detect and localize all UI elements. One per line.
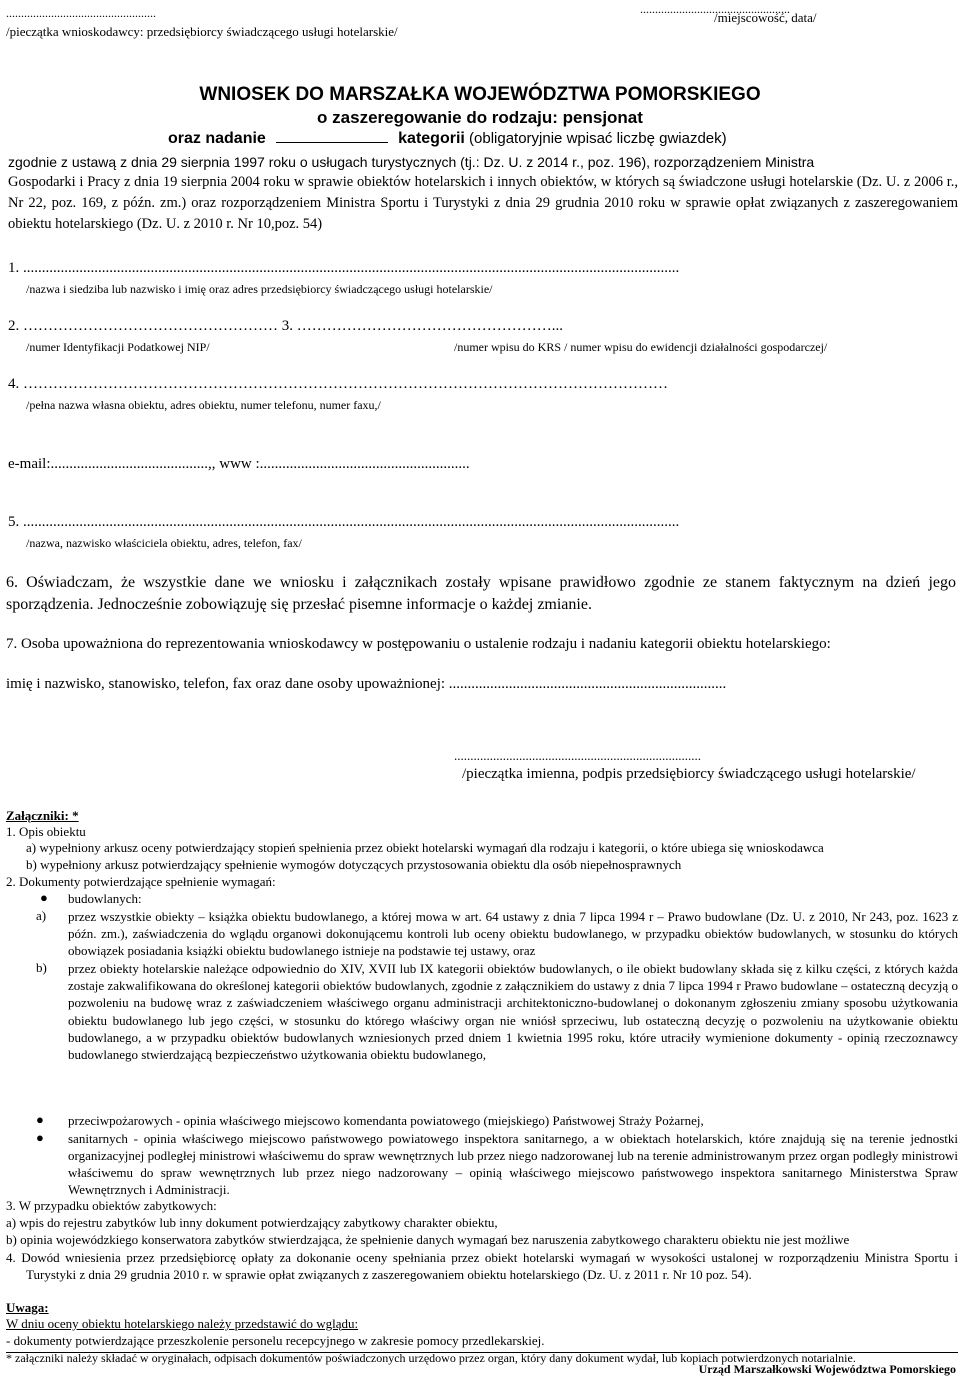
- category-label-b: kategorii: [398, 130, 465, 147]
- note-line-2: - dokumenty potwierdzające przeszkolenie personelu recepcyjnego w zakresie pomocy przedlekarskiej.: [6, 1333, 545, 1348]
- declaration-6: 6. Oświadczam, że wszystkie dane we wniosku i załącznikach zostały wpisane prawidłowo zgodnie ze stanem faktycznym na dzień jego sporządzenia. Jednocześnie zobowiązuję się przesłać pisemne informacje o każdej zmianie.: [6, 574, 956, 613]
- category-line: [168, 130, 727, 148]
- field-5-label: /nazwa, nazwisko właściciela obiektu, adres, telefon, fax/: [26, 536, 302, 550]
- field-2-3-line[interactable]: 2. …………………………………………… 3. ……………………………………………...: [8, 318, 563, 334]
- legal-basis: [8, 154, 958, 235]
- item-a-label: a): [36, 908, 47, 923]
- bullet-building: budowlanych:: [68, 891, 142, 906]
- form-subtitle: o zaszeregowanie do rodzaju: pensjonat: [317, 108, 643, 127]
- attachment-3a: a) wpis do rejestru zabytków lub inny dokument potwierdzający zabytkowy charakter obiektu,: [6, 1215, 498, 1230]
- item-b-text: przez obiekty hotelarskie należące odpowiednio do XIV, XVII lub IX kategorii obiektów budowlanych, o ile obiekt budowlany składa się z kilku części, z których każda zostaje zakwalifikowana do określonej kategorii obiektów budowlanych, zgodnie z załącznikiem do ustawy z dnia 7 lipca 1994 r Prawo budowlane – ostateczną decyzją o pozwoleniu na budowę wraz z zaświadczeniem właściwego organu administracji architektoniczno-budowlanej o dokonanym zgłoszeniu zmiany sposobu użytkowania obiektu budowlanego lub jego części, w stosunku do którego właściwy organ nie wniósł sprzeciwu, lub ostateczną decyzję o pozwoleniu na użytkowanie obiektu budowlanego, a w przypadku obiektów budowlanych wzniesionych przed dniem 1 kwietnia 1995 roku, które utraciły wymienione dokumenty - opinią rzeczoznawcy budowlanego stwierdzającą bezpieczeństwo użytkowania obiektu budowlanego,: [68, 961, 958, 1063]
- stars-blank[interactable]: [276, 142, 388, 143]
- field-1-label: /nazwa i siedziba lub nazwisko i imię oraz adres przedsiębiorcy świadczącego usługi hotelarskie/: [26, 282, 493, 296]
- attachment-2: 2. Dokumenty potwierdzające spełnienie wymagań:: [6, 874, 276, 889]
- email-www-line[interactable]: e-mail:..........................................,, www :........................................................: [8, 456, 470, 472]
- item-a-text: przez wszystkie obiekty – książka obiektu budowlanego, a której mowa w art. 64 ustawy z dnia 7 lipca 1994 r – Prawo budowlane (Dz. U. z 2010, Nr 243, poz. 1623 z późn. zm.), zaświadczenia do wglądu organowi dokonującemu kontroli lub oceny obiektu budowlanego, w przypadku obiektów budowlanych, w stosunku do których obowiązek posiadania książki obiektu budowlanego istnieje na podstawie tej ustawy, oraz: [68, 909, 958, 958]
- field-1-line[interactable]: 1. ...............................................................................................................................................................................: [8, 260, 680, 276]
- attachment-1: 1. Opis obiektu: [6, 824, 86, 839]
- attachment-3: 3. W przypadku obiektów zabytkowych:: [6, 1198, 217, 1213]
- signature-label: /pieczątka imienna, podpis przedsiębiorcy świadczącego usługi hotelarskie/: [462, 766, 916, 782]
- note-heading: Uwaga:: [6, 1300, 49, 1315]
- item-b-label: b): [36, 960, 47, 975]
- field-5-line[interactable]: 5. ...............................................................................................................................................................................: [8, 514, 680, 530]
- legal-basis-line1: zgodnie z ustawą z dnia 29 sierpnia 1997 roku o usługach turystycznych (tj.: Dz. U. z 2014 r., poz. 196), rozporządzeniem Ministra: [8, 154, 815, 170]
- place-label: /miejscowość, data/: [714, 10, 817, 25]
- bullet-fire: przeciwpożarowych - opinia właściwego miejscowo komendanta powiatowego (miejskiego) Państwowej Straży Pożarnej,: [68, 1113, 704, 1128]
- attachments-heading: Załączniki: *: [6, 808, 79, 823]
- attachment-1b: b) wypełniony arkusz potwierdzający spełnienie wymogów dotyczących przystosowania obiektu dla osób niepełnosprawnych: [26, 857, 682, 872]
- stamp-dots: ..................................................: [6, 6, 156, 20]
- signature-dots: ............................................................................: [454, 748, 701, 763]
- field-3-label: /numer wpisu do KRS / numer wpisu do ewidencji działalności gospodarczej/: [454, 340, 828, 354]
- stamp-label: /pieczątka wnioskodawcy: przedsiębiorcy świadczącego usługi hotelarskie/: [6, 24, 398, 39]
- place-dots: ..................................................: [640, 2, 790, 16]
- bullet-icon: ●: [36, 1112, 44, 1127]
- declaration-7: 7. Osoba upoważniona do reprezentowania wnioskodawcy w postępowaniu o ustalenie rodzaju i nadaniu kategorii obiektu hotelarskiego:: [6, 636, 831, 652]
- footnote: * załączniki należy składać w oryginałach, odpisach dokumentów poświadczonych urzędowo przez organ, który dany dokument wydał, lub kopiach potwierdzonych notarialnie.: [6, 1351, 856, 1365]
- note-line-1: W dniu oceny obiektu hotelarskiego należy przedstawić do wglądu:: [6, 1316, 359, 1331]
- form-title: WNIOSEK DO MARSZAŁKA WOJEWÓDZTWA POMORSKIEGO: [199, 84, 761, 105]
- category-note: (obligatoryjnie wpisać liczbę gwiazdek): [469, 130, 727, 147]
- bullet-icon: ●: [40, 890, 48, 905]
- bullet-icon: ●: [36, 1130, 44, 1145]
- authorized-person-line[interactable]: imię i nazwisko, stanowisko, telefon, fax oraz dane osoby upoważnionej: ..........................................................................: [6, 676, 727, 692]
- category-label-a: oraz nadanie: [168, 130, 266, 147]
- field-4-line[interactable]: 4. …………………………………………………………………………………………………………………: [8, 376, 668, 392]
- field-2-label: /numer Identyfikacji Podatkowej NIP/: [26, 340, 210, 354]
- office-name: Urząd Marszałkowski Województwa Pomorskiego: [698, 1362, 956, 1376]
- field-4-label: /pełna nazwa własna obiektu, adres obiektu, numer telefonu, numer faxu,/: [26, 398, 381, 412]
- attachment-3b: b) opinia wojewódzkiego konserwatora zabytków stwierdzająca, że spełnienie danych wymagań bez naruszenia zabytkowego charakteru obiektu nie jest możliwe: [6, 1232, 850, 1247]
- legal-basis-rest: Gospodarki i Pracy z dnia 19 sierpnia 2004 roku w sprawie obiektów hotelarskich i innych obiektów, w których są świadczone usługi hotelarskie (Dz. U. z 2006 r., Nr 22, poz. 169, z późn. zm.) oraz rozporządzeniem Ministra Sportu i Turystyki z dnia 29 grudnia 2010 roku w sprawie opłat związanych z zaszeregowaniem obiektu hotelarskiego (Dz. U. z 2010 r. Nr 10,poz. 54): [8, 174, 958, 232]
- attachment-1a: a) wypełniony arkusz oceny potwierdzający stopień spełnienia przez obiekt hotelarski wymagań dla rodzaju i kategorii, o które ubiega się wnioskodawca: [26, 840, 824, 855]
- attachment-4: 4. Dowód wniesienia przez przedsiębiorcę opłaty za dokonanie oceny spełniania przez obiekt hotelarski wymagań w wysokości ustalonej w rozporządzeniu Ministra Sportu i Turystyki z dnia 29 grudnia 2010 r. w sprawie opłat związanych z zaszeregowaniem obiektu hotelarskiego (Dz. U. z 2011 r. Nr 10 poz. 54).: [6, 1250, 958, 1282]
- bullet-sanitary: sanitarnych - opinia właściwego miejscowo państwowego powiatowego inspektora sanitarnego, a w obiektach hotelarskich, które znajdują się na terenie jednostki organizacyjnej podległej ministrowi właściwemu do spraw wewnętrznych lub przez niego nadzorowanej lub na terenie administrowanym przez organ podległy ministrowi właściwemu do spraw wewnętrznych lub przez niego nadzorowany – opinią właściwego miejscowo państwowego inspektora sanitarnego Ministerstwa Spraw Wewnętrznych i Administracji.: [68, 1131, 958, 1197]
